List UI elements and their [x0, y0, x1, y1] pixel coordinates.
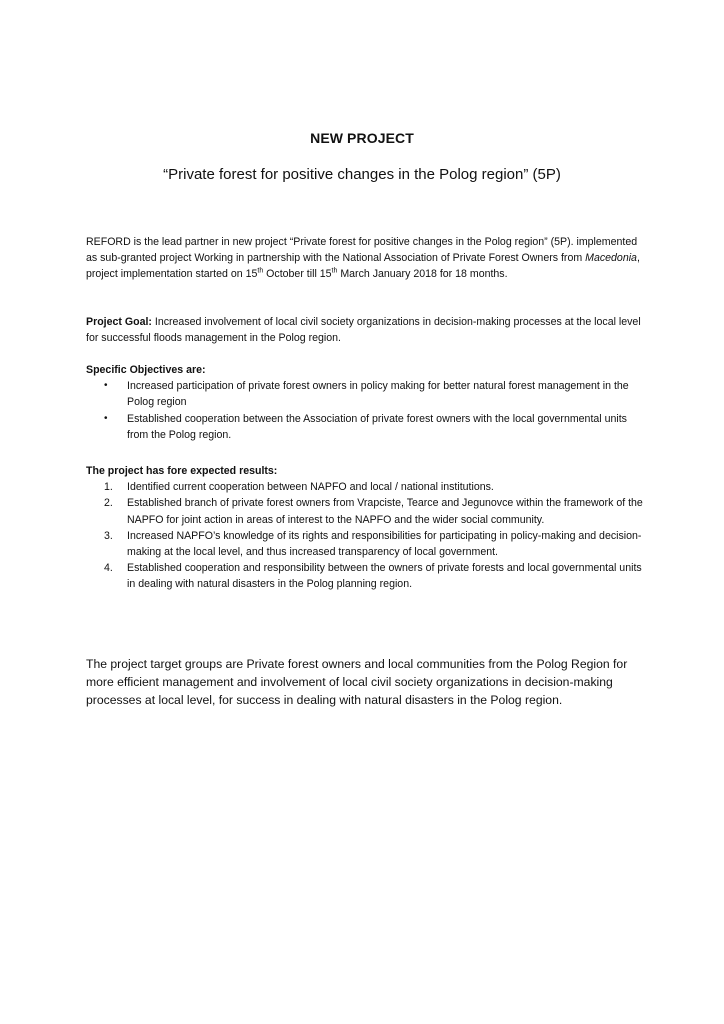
result-item	[86, 528, 646, 560]
objectives-list	[86, 378, 646, 443]
result-number: 4.	[104, 562, 113, 575]
result-item	[86, 495, 646, 527]
bullet-icon: •	[104, 412, 108, 424]
intro-text-3: October till 15	[263, 268, 332, 281]
intro-superscript-1: th	[257, 267, 264, 275]
intro-country: Macedonia	[585, 252, 637, 265]
result-text: Increased NAPFO’s knowledge of its rights and responsibilities for participating in policy-making and decision-making at the local level, and thus increased transparency of local government.	[127, 529, 642, 559]
closing-paragraph: The project target groups are Private forest owners and local communities from the Polog Region for more efficient management and involvement of local civil society organizations in decision-making processes at local level, for success in dealing with natural disasters in the Polog region.	[86, 657, 628, 707]
document-subtitle: “Private forest for positive changes in the Polog region” (5P)	[163, 166, 561, 183]
objectives-section	[86, 362, 646, 443]
results-list	[86, 479, 646, 592]
result-number: 2.	[104, 497, 113, 510]
intro-text-4: March January 2018 for 18 months.	[337, 268, 508, 281]
result-item	[86, 560, 646, 592]
intro-text-1: REFORD is the lead partner in new project “Private forest for positive changes in the Polog region” (5P). implemented as sub-granted project Working in partnership with the National Association of Private Forest Owners from	[86, 236, 638, 265]
result-item	[86, 479, 646, 495]
result-text: Established cooperation and responsibility between the owners of private forests and local governmental units in dealing with natural disasters in the Polog planning region.	[127, 562, 642, 591]
result-text: Established branch of private forest owners from Vrapciste, Tearce and Jegunovce within the framework of the NAPFO for joint action in areas of interest to the NAPFO and the wider social community.	[127, 497, 643, 526]
objective-text: Increased participation of private forest owners in policy making for better natural forest management in the Polog region	[127, 380, 629, 409]
intro-superscript-2: th	[331, 267, 338, 275]
intro-text-2: , project implementation started on 15	[86, 252, 640, 281]
intro-paragraph	[86, 234, 646, 283]
objective-item	[86, 378, 646, 410]
result-number: 3.	[104, 529, 113, 542]
goal-paragraph	[86, 314, 646, 346]
objective-item	[86, 411, 646, 443]
objectives-heading: Specific Objectives are:	[86, 364, 206, 376]
results-heading: The project has fore expected results:	[86, 465, 278, 477]
goal-text: Increased involvement of local civil society organizations in decision-making processes at the local level for successful floods management in the Polog region.	[86, 316, 641, 345]
objective-text: Established cooperation between the Association of private forest owners with the local governmental units from the Polog region.	[127, 412, 627, 441]
document-title: NEW PROJECT	[310, 130, 414, 146]
results-section	[86, 463, 646, 593]
result-text: Identified current cooperation between NAPFO and local / national institutions.	[127, 481, 494, 494]
bullet-icon: •	[104, 380, 108, 392]
result-number: 1.	[104, 481, 113, 494]
goal-label: Project Goal:	[86, 316, 152, 328]
